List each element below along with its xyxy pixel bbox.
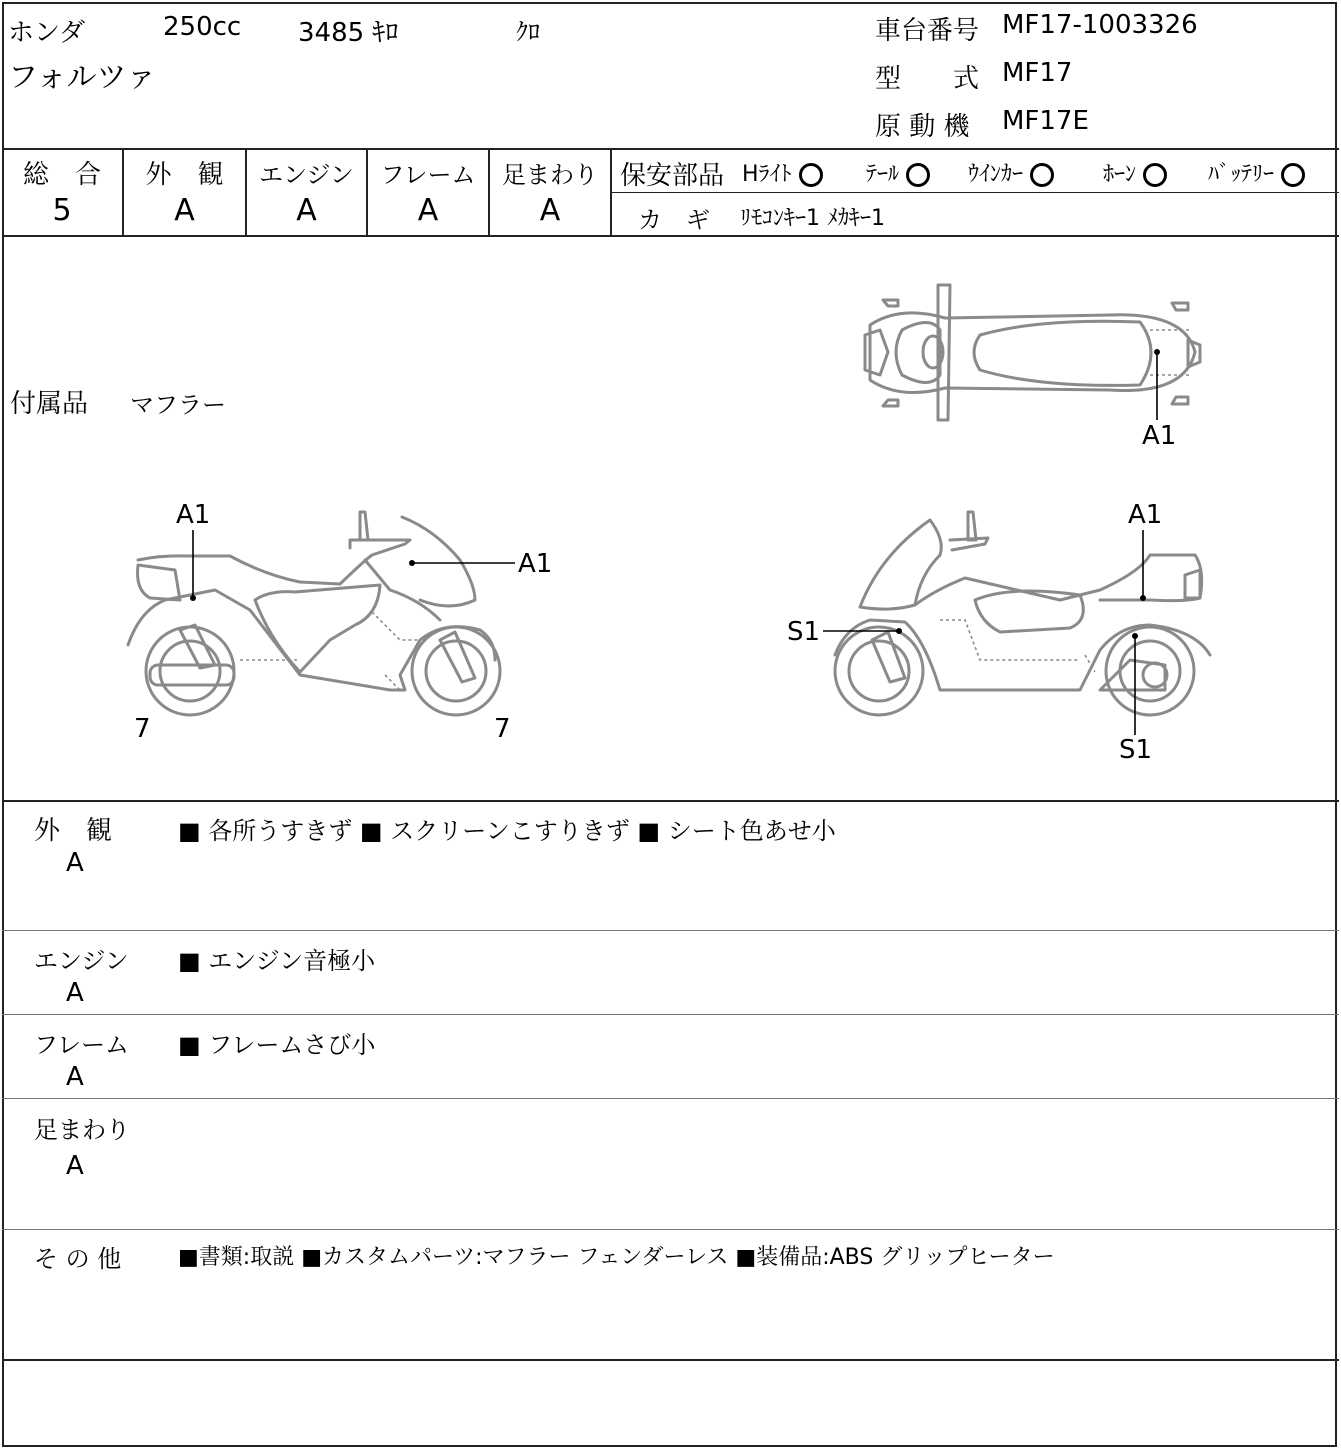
ok-circle-icon bbox=[906, 163, 930, 187]
accessories-label: 付属品 bbox=[10, 389, 89, 419]
ok-circle-icon bbox=[1030, 163, 1054, 187]
ok-circle-icon bbox=[1281, 163, 1305, 187]
detail-label-engine: エンジン bbox=[34, 947, 129, 975]
mark-right-a1: A1 bbox=[1128, 500, 1163, 530]
detail-notes-exterior: ■ 各所うすきず ■ スクリーンこすりきず ■ シート色あせ小 bbox=[178, 817, 836, 845]
grade-suspension: A bbox=[539, 193, 561, 228]
detail-grade-engine: A bbox=[66, 978, 84, 1008]
accessories-value: マフラー bbox=[130, 391, 226, 419]
detail-grade-frame: A bbox=[66, 1062, 84, 1092]
mark-right-s1-front: S1 bbox=[787, 617, 821, 647]
model-name: フォルツァ bbox=[8, 60, 157, 95]
grade-overall: 5 bbox=[52, 193, 72, 228]
top-view-scooter bbox=[865, 285, 1200, 451]
mark-left-front-tire: 7 bbox=[494, 714, 511, 744]
type-label: 型 式 bbox=[875, 64, 980, 94]
grade-header-exterior: 外 観 bbox=[145, 160, 224, 190]
safety-item-horn: ﾎｰﾝ bbox=[1103, 157, 1167, 188]
safety-item-winker: ｳｲﾝｶｰ bbox=[968, 157, 1054, 188]
key-label: カ ギ bbox=[638, 206, 710, 234]
mark-top-a1: A1 bbox=[1142, 421, 1177, 451]
ok-circle-icon bbox=[1143, 163, 1167, 187]
detail-label-other: そ の 他 bbox=[34, 1245, 122, 1273]
engine-label: 原 動 機 bbox=[875, 112, 970, 142]
grade-header-overall: 総 合 bbox=[22, 160, 101, 190]
divider bbox=[2, 800, 1339, 802]
divider bbox=[612, 192, 1339, 193]
safety-item-headlight: Hﾗｲﾄ bbox=[742, 157, 823, 188]
chassis-label: 車台番号 bbox=[875, 16, 980, 46]
divider bbox=[2, 1098, 1339, 1099]
color: ｸﾛ bbox=[516, 18, 540, 46]
detail-grade-exterior: A bbox=[66, 848, 84, 878]
grade-header-frame: フレーム bbox=[380, 161, 476, 189]
grade-header-engine: エンジン bbox=[259, 161, 354, 189]
detail-label-frame: フレーム bbox=[34, 1031, 130, 1059]
mark-right-s1-rear: S1 bbox=[1119, 735, 1153, 765]
maker: ホンダ bbox=[8, 18, 85, 48]
divider bbox=[2, 1359, 1339, 1361]
detail-label-suspension: 足まわり bbox=[34, 1116, 130, 1144]
mark-left-rear-tire: 7 bbox=[134, 714, 151, 744]
grade-exterior: A bbox=[174, 193, 195, 228]
safety-item-taillight: ﾃｰﾙ bbox=[866, 157, 930, 188]
key-value: ﾘﾓｺﾝｷｰ1 ﾒｶｷｰ1 bbox=[740, 206, 885, 231]
safety-label: 保安部品 bbox=[620, 161, 725, 191]
divider bbox=[2, 930, 1339, 931]
detail-label-exterior: 外 観 bbox=[34, 816, 113, 846]
type-value: MF17 bbox=[1002, 58, 1073, 88]
engine-value: MF17E bbox=[1002, 106, 1089, 136]
detail-notes-other: ■書類:取説 ■カスタムパーツ:マフラー フェンダーレス ■装備品:ABS グリップヒーター bbox=[178, 1245, 1055, 1270]
displacement: 250cc bbox=[163, 12, 242, 42]
divider bbox=[2, 1014, 1339, 1015]
detail-notes-engine: ■ エンジン音極小 bbox=[178, 947, 376, 975]
mark-left-a1-front: A1 bbox=[518, 549, 553, 579]
grade-engine: A bbox=[296, 193, 317, 228]
detail-grade-suspension: A bbox=[66, 1151, 84, 1181]
divider bbox=[2, 148, 1339, 150]
left-view-scooter bbox=[128, 500, 552, 744]
chassis-value: MF17-1003326 bbox=[1002, 10, 1198, 40]
grade-header-suspension: 足まわり bbox=[502, 161, 598, 189]
ok-circle-icon bbox=[799, 163, 823, 187]
mileage: 3485 ｷﾛ bbox=[298, 18, 399, 48]
mark-left-a1-rear: A1 bbox=[176, 500, 211, 530]
damage-diagram bbox=[0, 238, 1341, 800]
divider bbox=[2, 1229, 1339, 1230]
grade-frame: A bbox=[417, 193, 439, 228]
detail-notes-frame: ■ フレームさび小 bbox=[178, 1031, 376, 1059]
right-view-scooter bbox=[787, 500, 1210, 765]
divider bbox=[2, 235, 1339, 237]
safety-item-battery: ﾊﾞｯﾃﾘｰ bbox=[1208, 157, 1305, 188]
